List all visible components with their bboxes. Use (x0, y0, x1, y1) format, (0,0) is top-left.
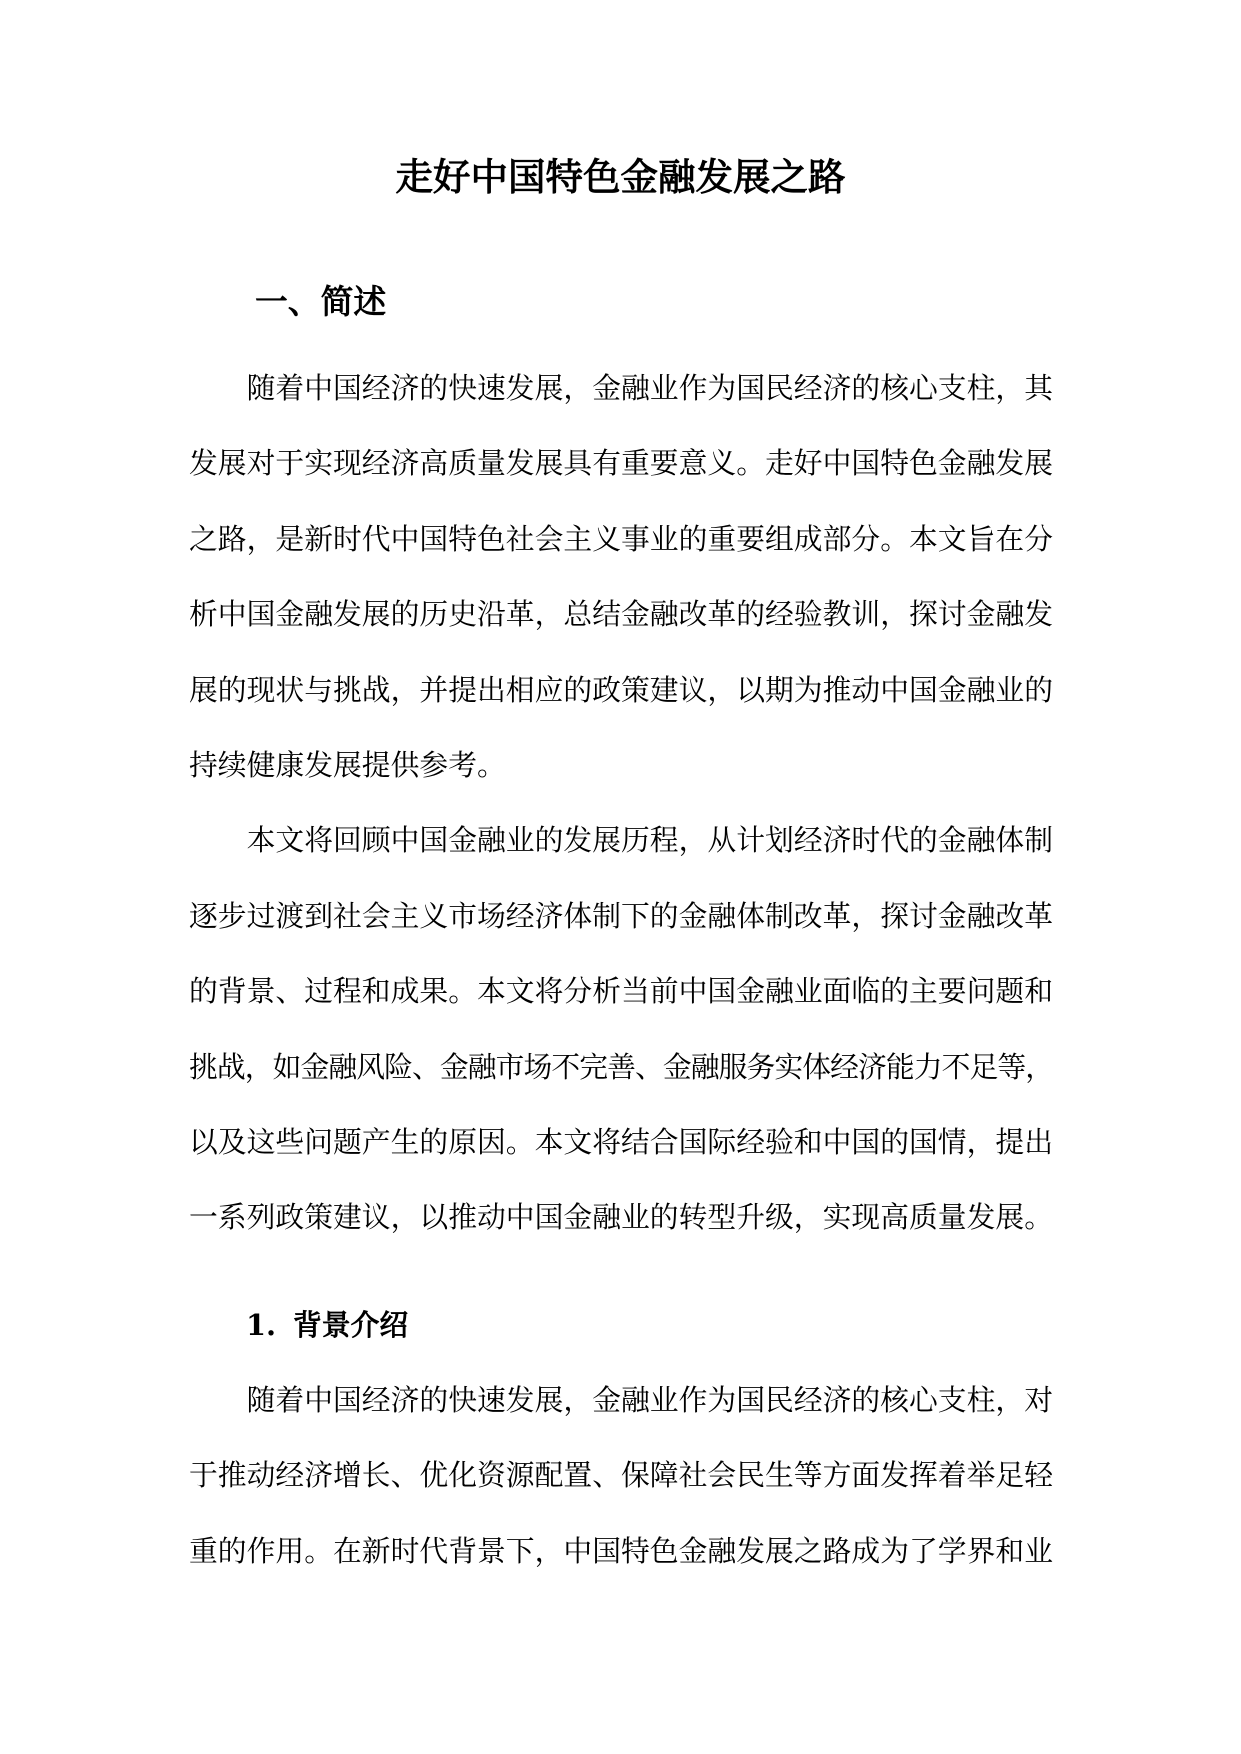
paragraph (189, 1363, 1053, 1589)
paragraph-line: 持续健康发展提供参考。 (189, 747, 506, 782)
paragraph-line: 发展对于实现经济高质量发展具有重要意义。走好中国特色金融发展 (189, 446, 1053, 481)
document-title: 走好中国特色金融发展之路 (395, 155, 846, 199)
paragraph-line: 以及这些问题产生的原因。本文将结合国际经验和中国的国情，提出 (189, 1124, 1053, 1159)
paragraph (189, 351, 1053, 803)
paragraph-line: 随着中国经济的快速发展，金融业作为国民经济的核心支柱，对 (246, 1383, 1053, 1417)
section-heading: 一、简述 (255, 282, 387, 321)
subsection-heading (246, 1301, 408, 1349)
paragraph-line: 随着中国经济的快速发展，金融业作为国民经济的核心支柱，其 (246, 371, 1053, 405)
subsection-number: 1. (246, 1308, 277, 1342)
paragraph-line: 析中国金融发展的历史沿革，总结金融改革的经验教训，探讨金融发 (189, 597, 1053, 632)
paragraph-line: 本文将回顾中国金融业的发展历程，从计划经济时代的金融体制 (246, 823, 1053, 858)
paragraph-line: 一系列政策建议，以推动中国金融业的转型升级，实现高质量发展。 (189, 1200, 1053, 1235)
paragraph-line: 挑战，如金融风险、金融市场不完善、金融服务实体经济能力不足等， (189, 1049, 1053, 1084)
section-body (189, 351, 1053, 1256)
subsection-title: 背景介绍 (293, 1308, 409, 1342)
paragraph-line: 展的现状与挑战，并提出相应的政策建议，以期为推动中国金融业的 (189, 672, 1053, 707)
paragraph-line: 逐步过渡到社会主义市场经济体制下的金融体制改革，探讨金融改革 (189, 898, 1053, 933)
paragraph-line: 重的作用。在新时代背景下，中国特色金融发展之路成为了学界和业 (189, 1533, 1053, 1568)
paragraph-line: 之路，是新时代中国特色社会主义事业的重要组成部分。本文旨在分 (189, 521, 1053, 556)
paragraph (189, 803, 1053, 1255)
subsection-body (189, 1363, 1053, 1589)
paragraph-line: 于推动经济增长、优化资源配置、保障社会民生等方面发挥着举足轻 (189, 1458, 1053, 1493)
paragraph-line: 的背景、过程和成果。本文将分析当前中国金融业面临的主要问题和 (189, 974, 1053, 1009)
